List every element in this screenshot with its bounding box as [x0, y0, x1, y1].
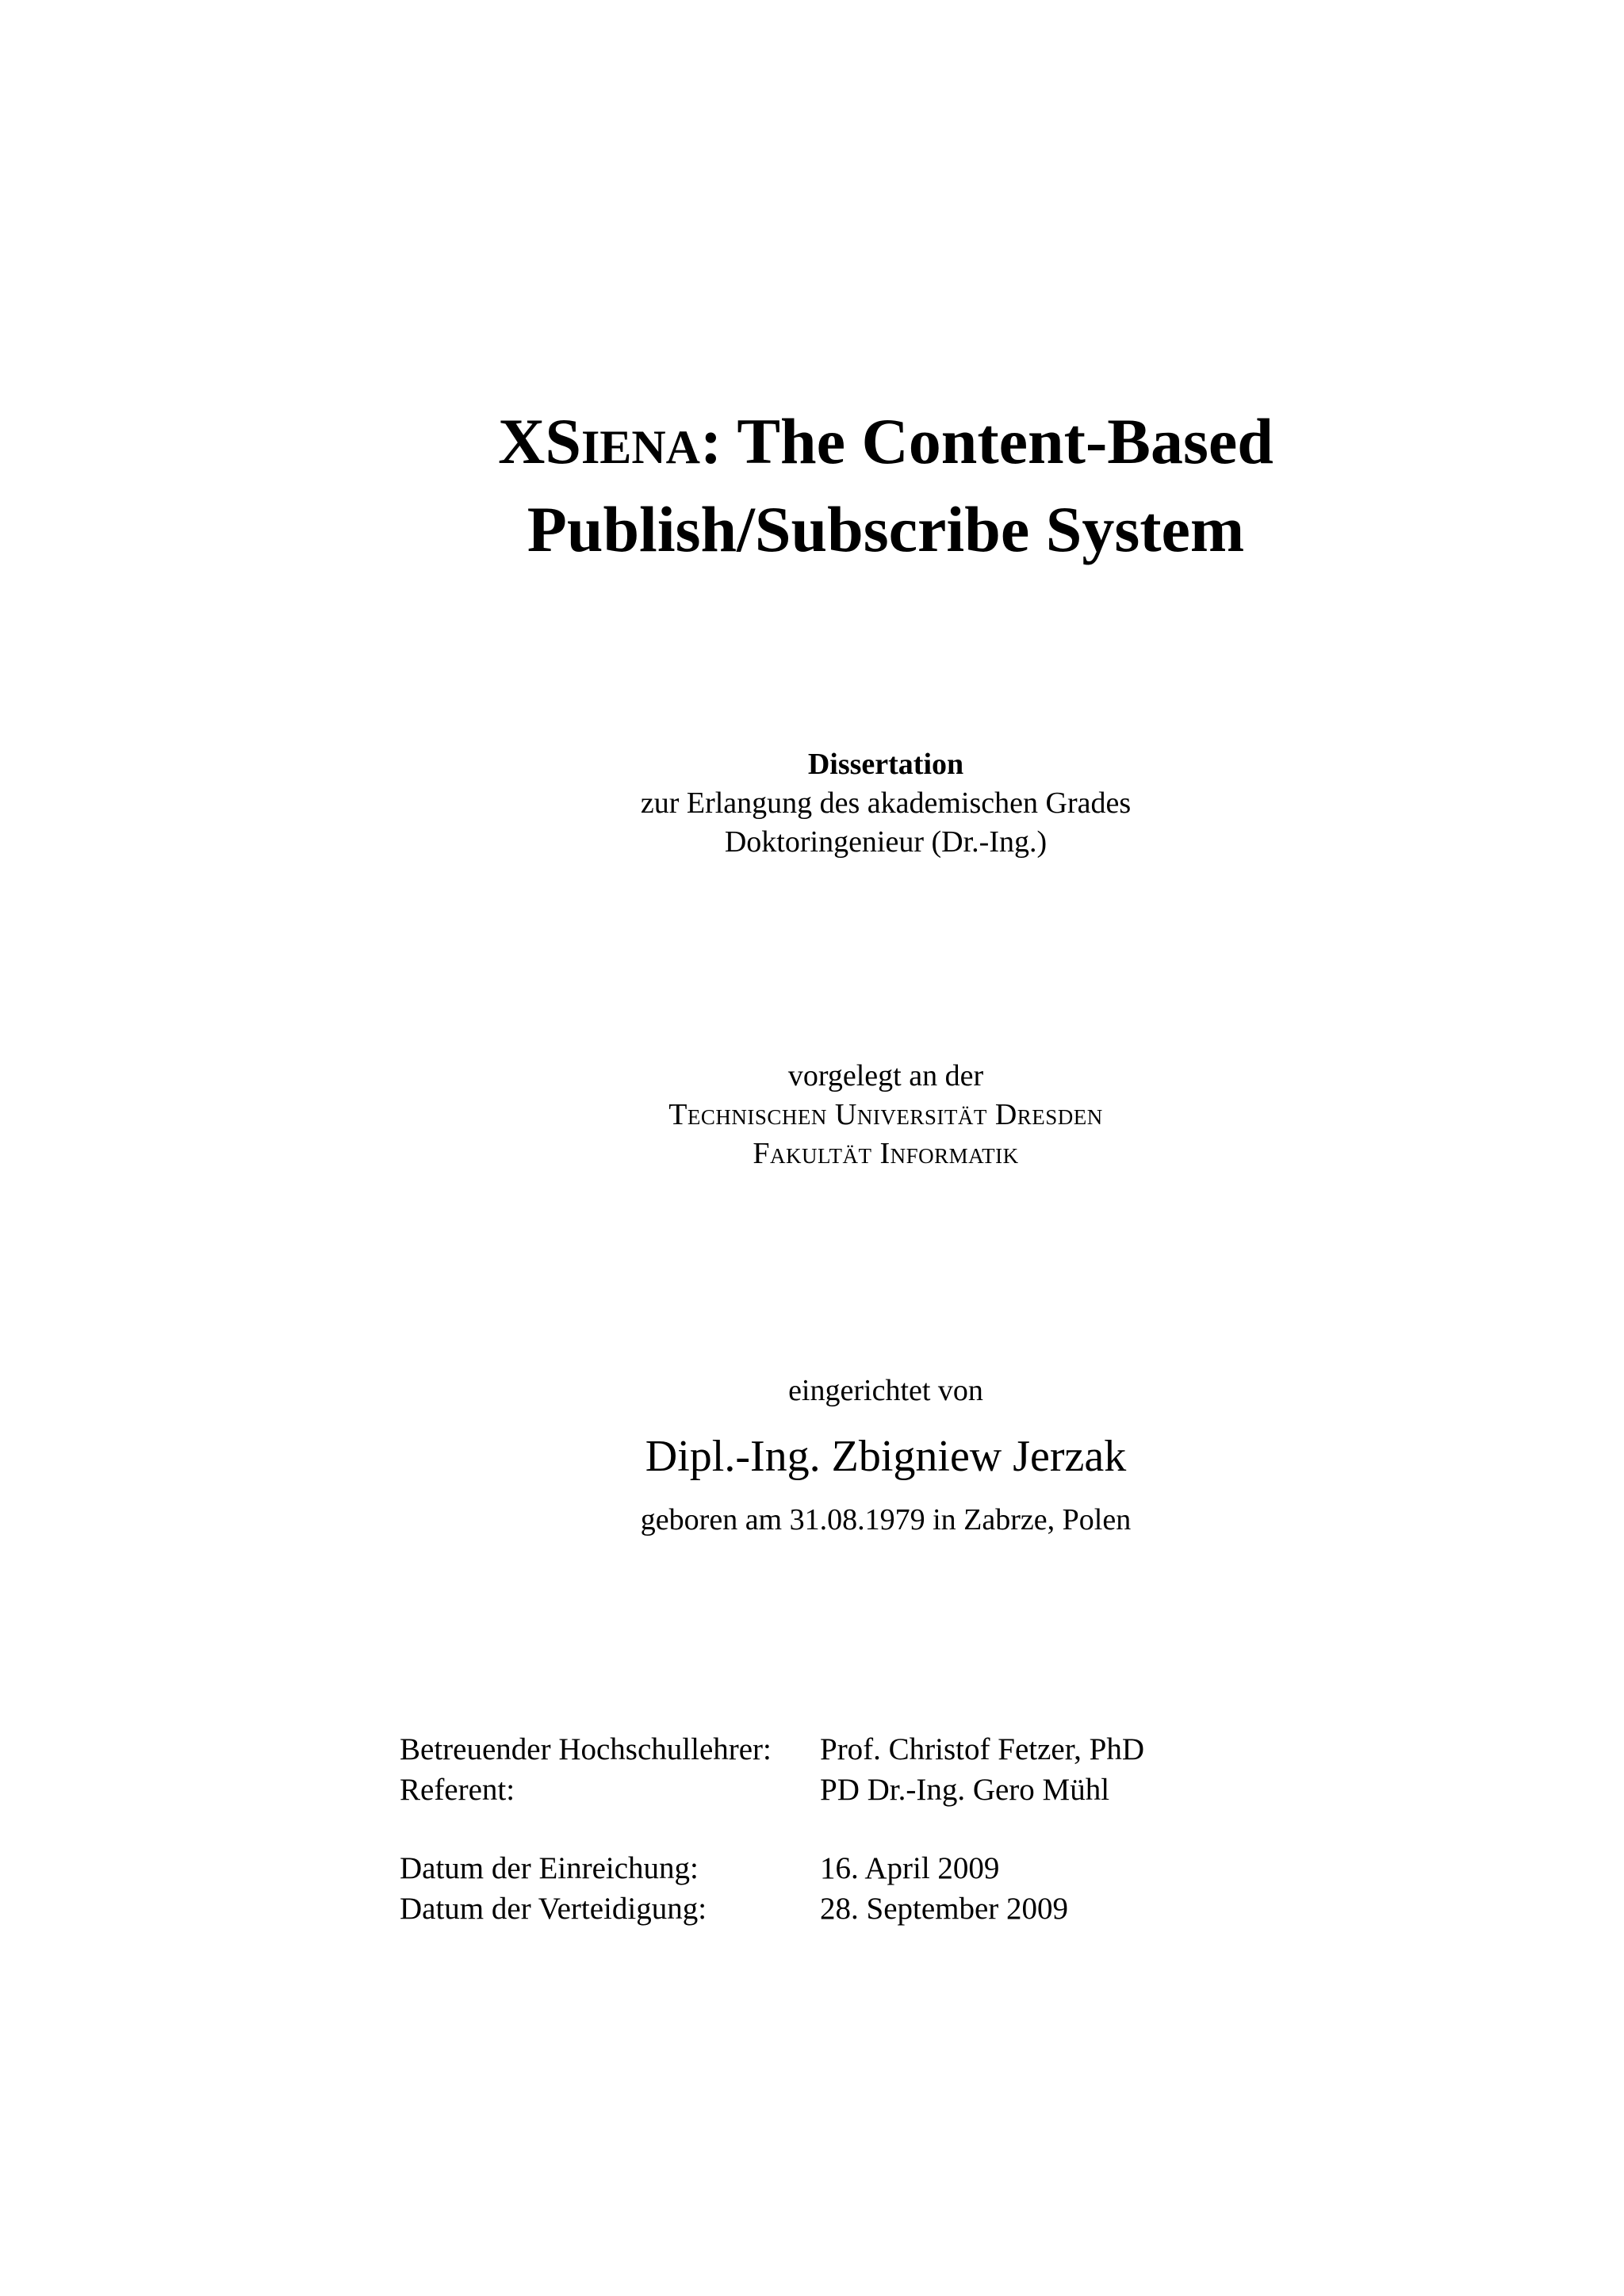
title-line-1-rest: : The Content-Based — [699, 405, 1274, 477]
dissertation-block — [641, 745, 1131, 862]
title-line-2: Publish/Subscribe System — [527, 493, 1245, 565]
dissertation-line-1: zur Erlangung des akademischen Grades — [640, 786, 1132, 820]
dissertation-line-2: Doktoringenieur (Dr.-Ing.) — [724, 825, 1048, 859]
institution-block — [668, 1057, 1103, 1173]
thesis-title — [498, 400, 1274, 571]
institution-intro: vorgelegt an der — [787, 1059, 984, 1093]
author-intro: eingerichtet von — [788, 1374, 983, 1407]
date-label: Datum der Einreichung: — [400, 1851, 699, 1885]
committee-label: Referent: — [400, 1773, 515, 1807]
info-spacer — [400, 1810, 1144, 1848]
info-table — [400, 1729, 1144, 1929]
title-small-caps: IENA — [580, 421, 700, 473]
author-birth: geboren am 31.08.1979 in Zabrze, Polen — [640, 1503, 1132, 1536]
committee-row — [400, 1729, 1144, 1770]
author-name: Dipl.-Ing. Zbigniew Jerzak — [645, 1432, 1127, 1481]
committee-row — [400, 1770, 1144, 1810]
date-label: Datum der Verteidigung: — [400, 1892, 707, 1926]
title-initials: XS — [498, 405, 581, 477]
committee-label: Betreuender Hochschullehrer: — [400, 1732, 772, 1766]
date-value: 16. April 2009 — [820, 1851, 1000, 1885]
university-name: Technischen Universität Dresden — [668, 1098, 1103, 1131]
title-line-1 — [498, 400, 1274, 488]
faculty-name: Fakultät Informatik — [753, 1137, 1019, 1170]
date-row — [400, 1888, 1144, 1929]
date-value: 28. September 2009 — [820, 1892, 1069, 1926]
committee-value: PD Dr.-Ing. Gero Mühl — [820, 1773, 1110, 1807]
date-row — [400, 1848, 1144, 1888]
committee-value: Prof. Christof Fetzer, PhD — [820, 1732, 1144, 1766]
author-block — [641, 1372, 1131, 1540]
dissertation-heading: Dissertation — [807, 748, 964, 781]
